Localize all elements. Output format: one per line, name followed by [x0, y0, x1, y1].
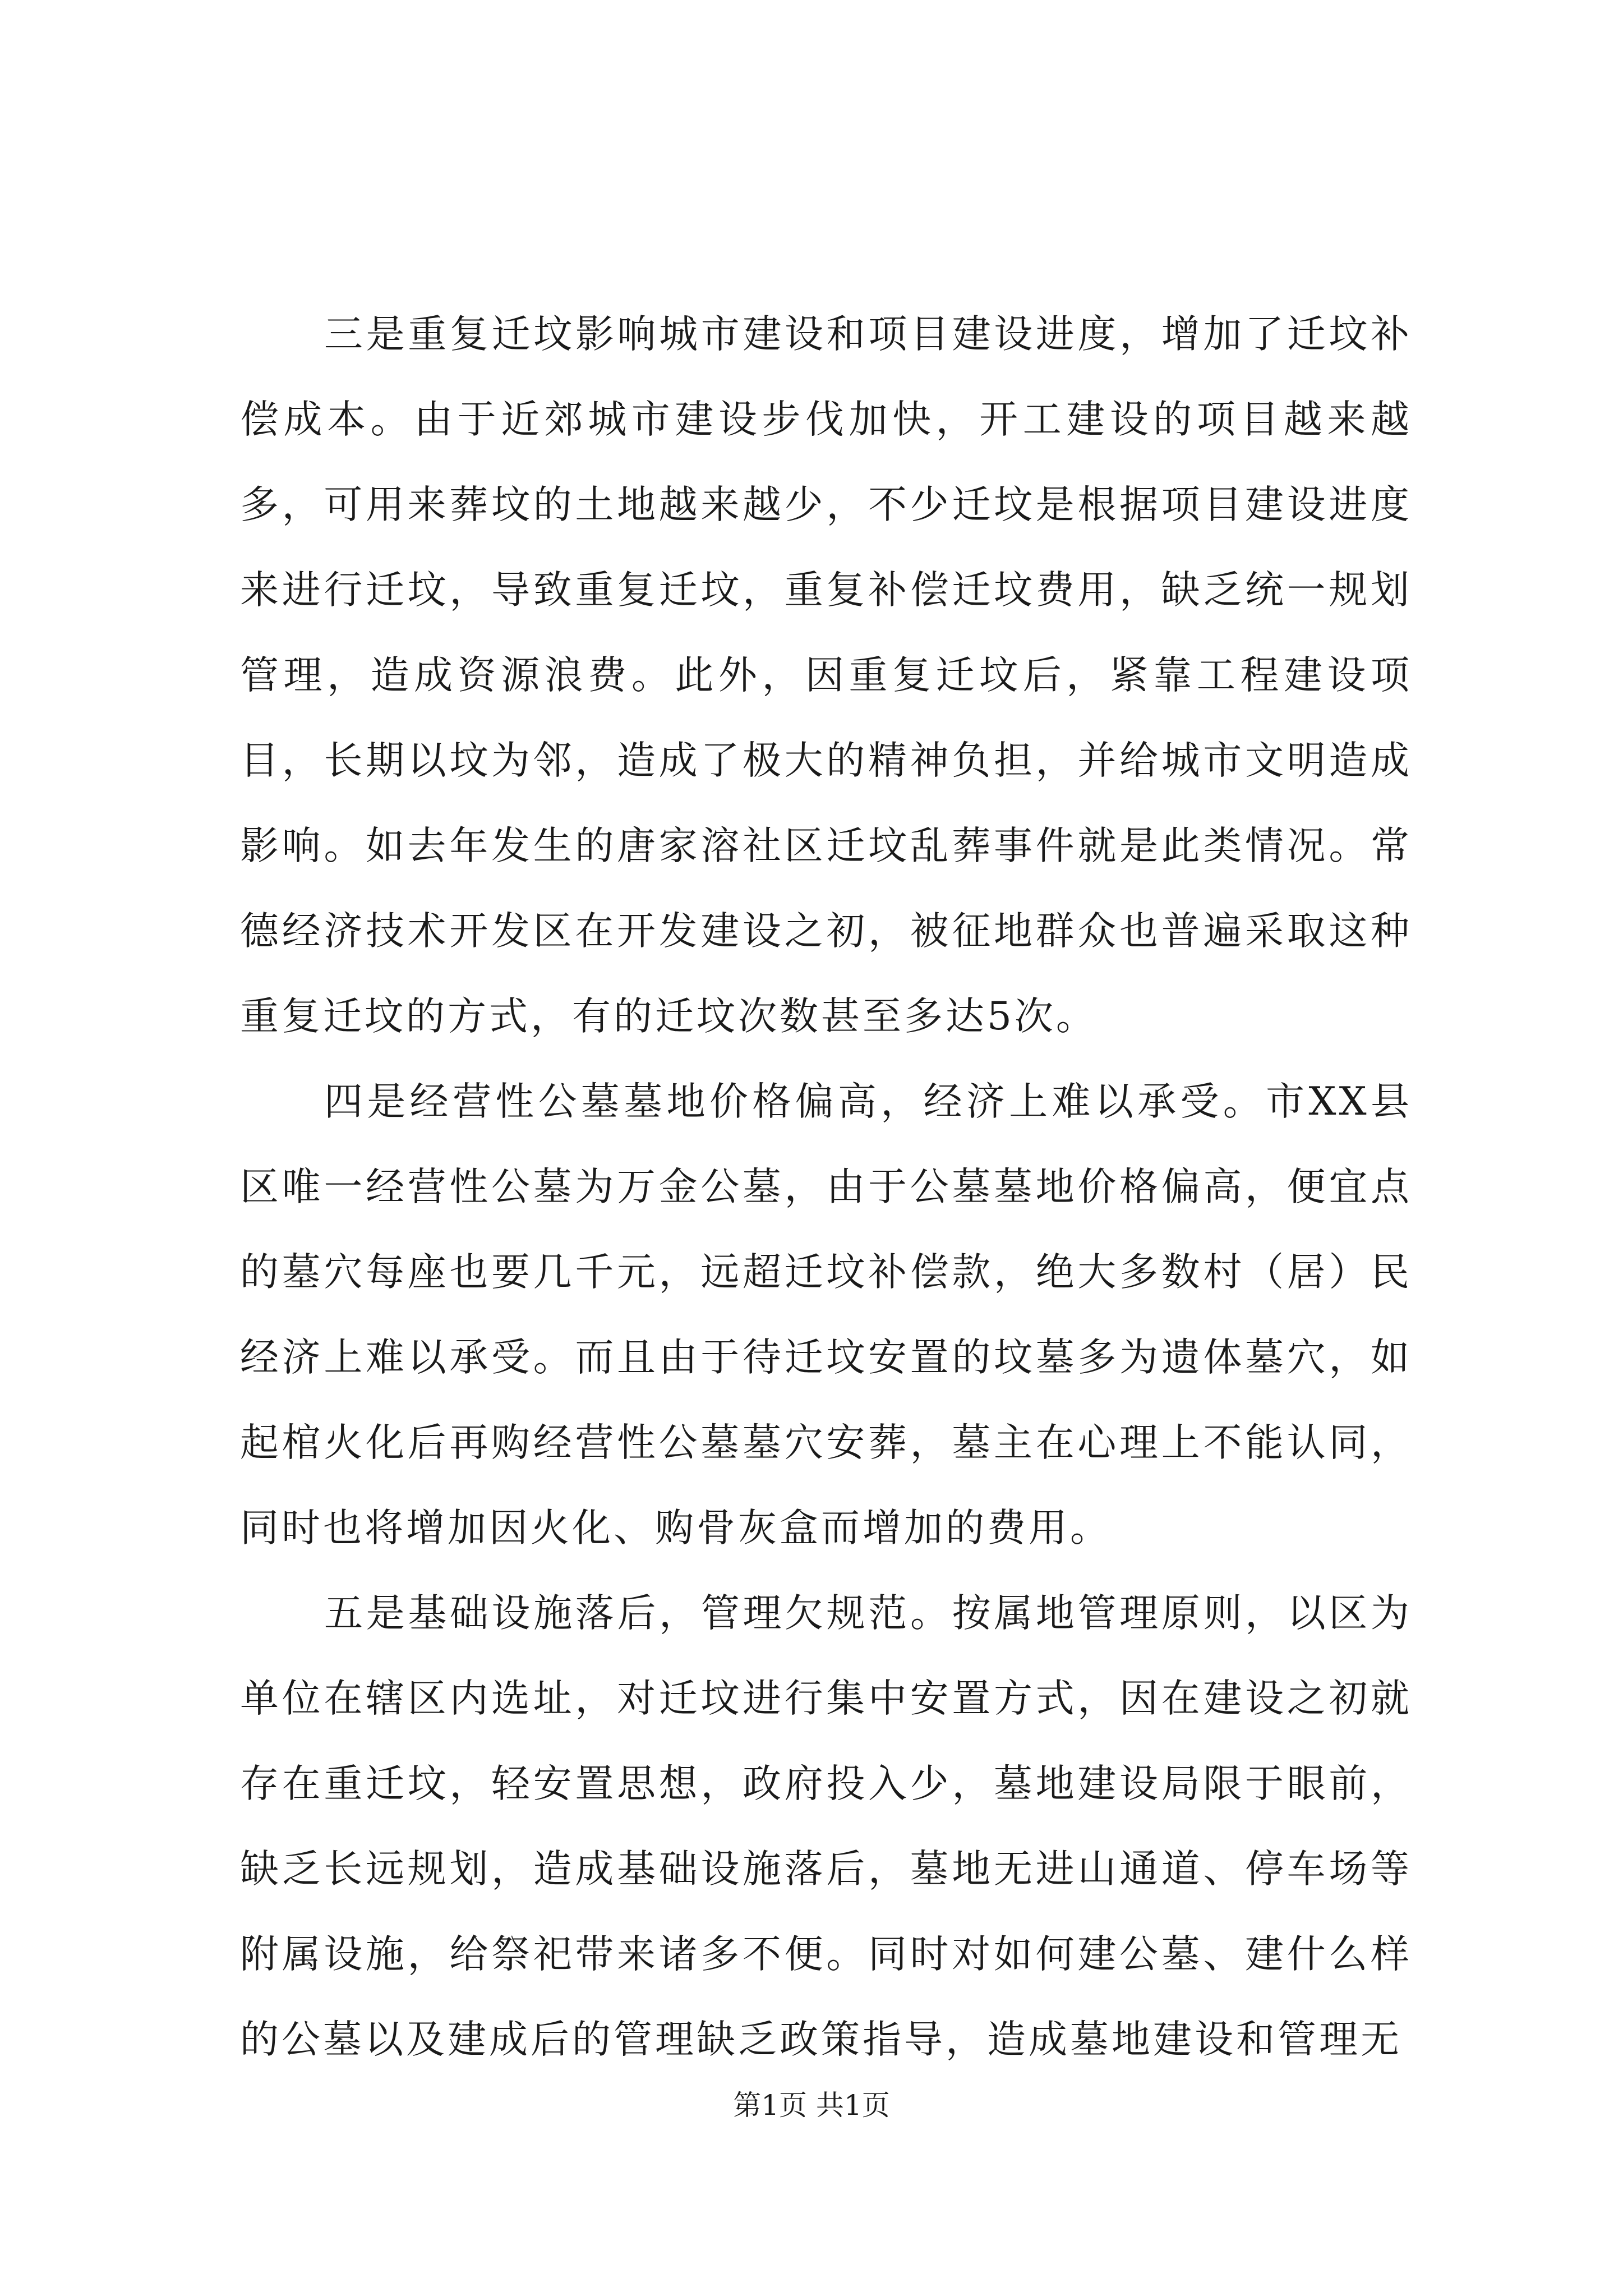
page-footer: 第1页 共1页 [733, 2089, 890, 2122]
document-body [240, 292, 1412, 2082]
paragraph-infrastructure: 五是基础设施落后，管理欠规范。按属地管理原则，以区为单位在辖区内选址，对迁坟进行集中安置方式，因在建设之初就存在重迁坟，轻安置思想，政府投入少，墓地建设局限于眼前，缺乏长远规划，造成基础设施落后，墓地无进山通道、停车场等附属设施，给祭祀带来诸多不便。同时对如何建公墓、建什么样的公墓以及建成后的管理缺乏政策指导，造成墓地建设和管理无 [240, 1591, 1412, 2062]
paragraph-cemetery-price: 四是经营性公墓墓地价格偏高，经济上难以承受。市XX县区唯一经营性公墓为万金公墓，由于公墓墓地价格偏高，便宜点的墓穴每座也要几千元，远超迁坟补偿款，绝大多数村（居）民经济上难以承受。而且由于待迁坟安置的坟墓多为遗体墓穴，如起棺火化后再购经营性公墓墓穴安葬，墓主在心理上不能认同，同时也将增加因火化、购骨灰盒而增加的费用。 [240, 1079, 1412, 1550]
paragraph-repeat-grave-relocation: 三是重复迁坟影响城市建设和项目建设进度，增加了迁坟补偿成本。由于近郊城市建设步伐加快，开工建设的项目越来越多，可用来葬坟的土地越来越少，不少迁坟是根据项目建设进度来进行迁坟，导致重复迁坟，重复补偿迁坟费用，缺乏统一规划管理，造成资源浪费。此外，因重复迁坟后，紧靠工程建设项目，长期以坟为邻，造成了极大的精神负担，并给城市文明造成影响。如去年发生的唐家溶社区迁坟乱葬事件就是此类情况。常德经济技术开发区在开发建设之初，被征地群众也普遍采取这种重复迁坟的方式，有的迁坟次数甚至多达5次。 [240, 312, 1412, 1039]
